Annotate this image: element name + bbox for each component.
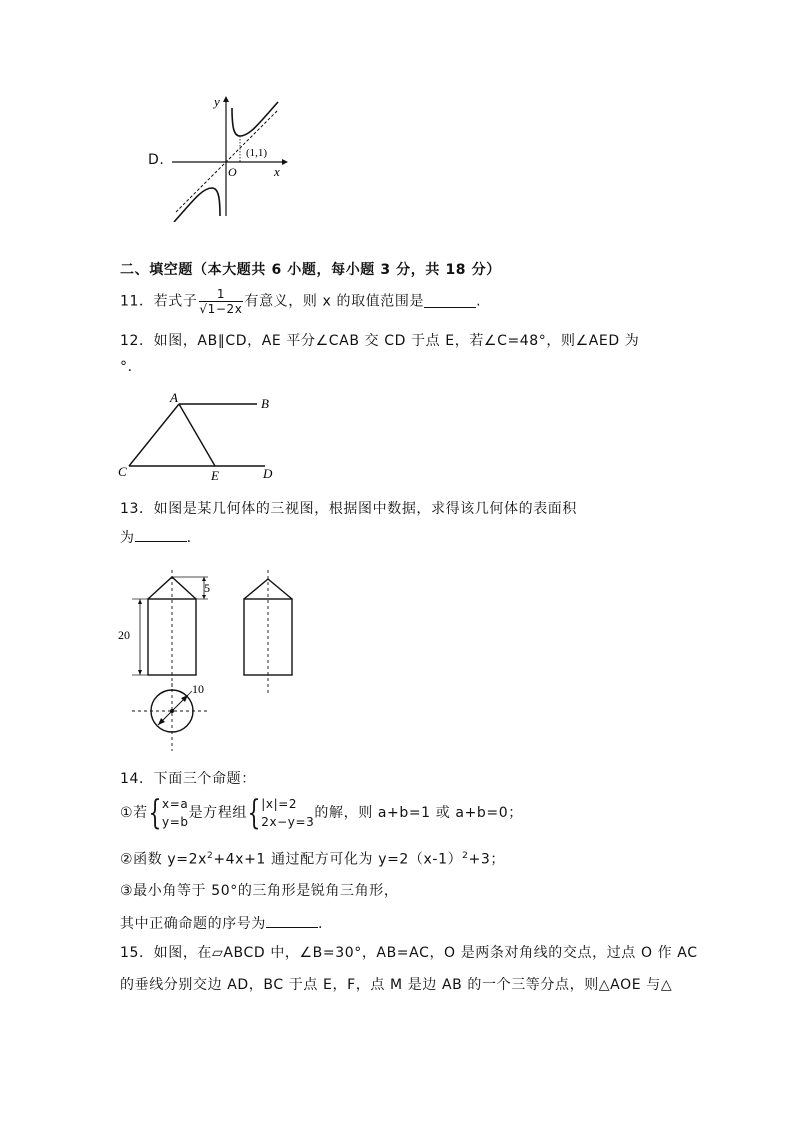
- q14-blank: [266, 915, 318, 928]
- q11-numerator: 1: [199, 287, 242, 302]
- q11-denominator: √1−2x: [199, 302, 243, 316]
- q14-ask-prefix: 其中正确命题的序号为: [120, 916, 266, 932]
- point-label: (1,1): [246, 147, 268, 159]
- question-13-line1: 13．如图是某几何体的三视图，根据图中数据，求得该几何体的表面积: [120, 501, 578, 517]
- label-A: A: [170, 390, 178, 405]
- q13-prefix: 为: [120, 530, 135, 546]
- p2-sup1: 2: [207, 851, 214, 861]
- question-15-line2: 的垂线分别交边 AD，BC 于点 E，F，点 M 是边 AB 的一个三等分点，则△AOE 与△: [120, 977, 673, 993]
- dim-diameter: 10: [192, 682, 204, 696]
- label-C: C: [118, 464, 127, 479]
- question-12-line1: 12．如图，AB∥CD，AE 平分∠CAB 交 CD 于点 E，若∠C=48°，则∠AED 为: [120, 333, 640, 349]
- sys1-row1: x=a: [162, 797, 189, 811]
- proposition-3: ③最小角等于 50°的三角形是锐角三角形，: [120, 883, 399, 899]
- system-2: [261, 795, 314, 831]
- proposition-1: [120, 795, 523, 835]
- p2-c: +3；: [468, 851, 505, 868]
- dim-height: 20: [118, 628, 130, 642]
- q13-end: .: [186, 530, 192, 546]
- q11-blank: [424, 295, 476, 308]
- question-14-ask: [120, 915, 323, 933]
- question-15-line1: 15．如图，在▱ABCD 中，∠B=30°，AB=AC，O 是两条对角线的交点，过点 O 作 AC: [120, 945, 698, 961]
- sys2-row2: 2x−y=3: [261, 815, 315, 829]
- q11-end: .: [476, 293, 482, 310]
- dim-top: 5: [204, 581, 210, 595]
- question-14-intro: 14．下面三个命题：: [120, 771, 256, 787]
- axis-x-label: x: [274, 164, 280, 179]
- axis-y-label: y: [214, 94, 220, 109]
- sys2-row1: |x|=2: [261, 797, 298, 811]
- question-11: [120, 287, 481, 325]
- option-d-label: D.: [148, 152, 165, 168]
- p2-a: ②函数 y=2x: [120, 851, 208, 868]
- p2-sup2: 2: [462, 851, 469, 861]
- p2-b: +4x+1 通过配方可化为 y=2（x-1）: [213, 851, 463, 868]
- q11-fraction: [199, 287, 242, 316]
- q11-suffix: 有意义，则 x 的取值范围是: [244, 293, 425, 310]
- brace-2: {: [247, 793, 261, 833]
- sys1-row2: y=b: [162, 815, 189, 829]
- proposition-2: [120, 847, 505, 869]
- p1-c: 的解，则 a+b=1 或 a+b=0；: [314, 805, 523, 821]
- label-B: B: [261, 396, 269, 411]
- hyperbola-graph-d: [170, 92, 290, 222]
- figure-12-parallel-lines: [115, 390, 285, 482]
- brace-1: {: [148, 793, 162, 833]
- question-12-line2: °.: [120, 359, 133, 375]
- system-1: [162, 795, 189, 831]
- origin-label: O: [228, 165, 237, 179]
- question-13-line2: [120, 529, 192, 547]
- p1-b: 是方程组: [188, 805, 247, 821]
- q13-blank: [135, 529, 187, 542]
- figure-13-three-views: [118, 565, 308, 755]
- section-title: 二、填空题（本大题共 6 小题，每小题 3 分，共 18 分）: [120, 262, 501, 278]
- label-E: E: [211, 468, 219, 482]
- p1-a: ①若: [120, 805, 148, 821]
- label-D: D: [263, 466, 273, 481]
- q14-ask-end: .: [318, 916, 324, 932]
- q11-prefix: 11．若式子: [120, 293, 198, 310]
